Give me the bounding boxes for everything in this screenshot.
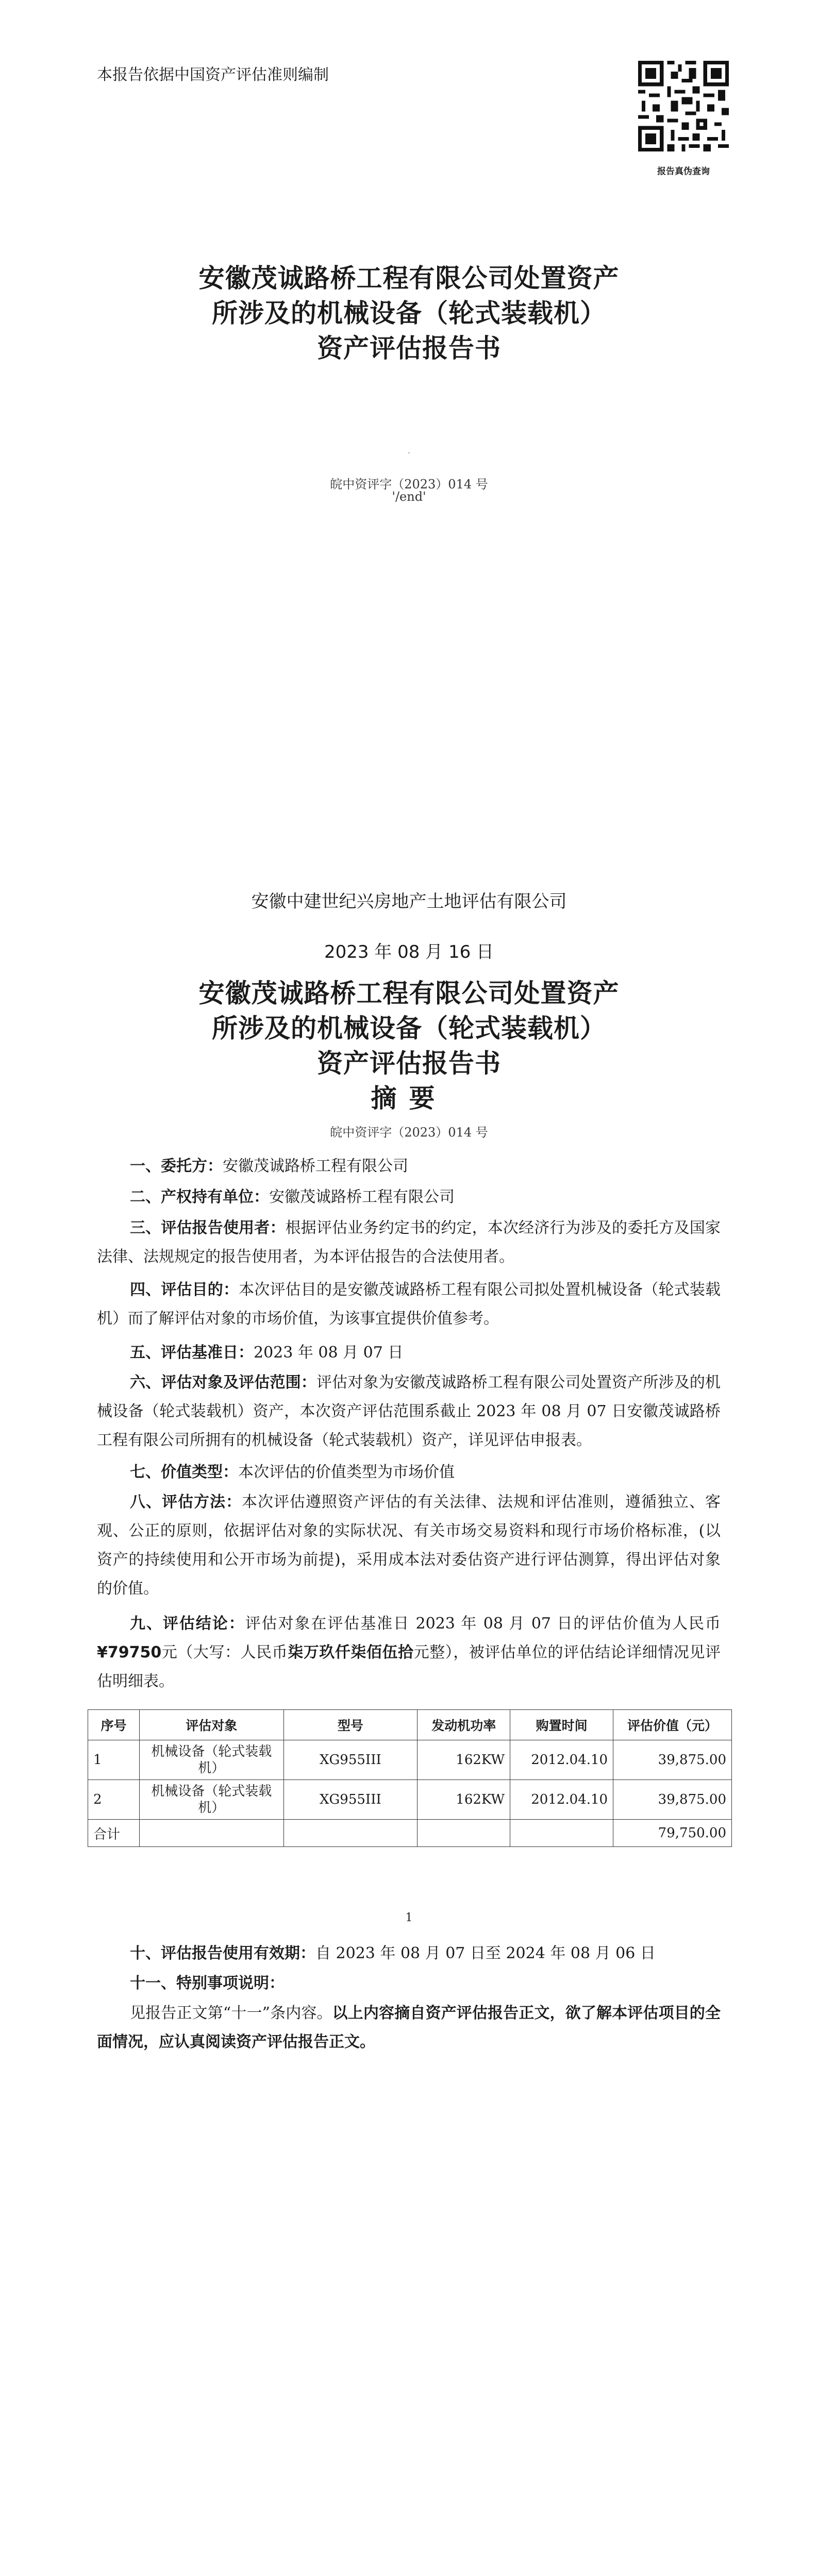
section-text: 根据评估业务约定书的约定，本次经济行为涉及的委托方及国家法律、法规规定的报告使用者，为本评估报告的合法使用者。: [97, 1219, 721, 1266]
section-owner: [97, 1183, 721, 1212]
empty-cell: [283, 1820, 418, 1847]
empty-cell: [418, 1820, 510, 1847]
section-label: 二、产权持有单位：: [130, 1188, 269, 1206]
column-header: 型号: [283, 1710, 418, 1740]
column-header: 评估价值（元）: [613, 1710, 732, 1740]
section-label: 九、评估结论：: [130, 1615, 245, 1633]
engine-power: 162KW: [418, 1780, 510, 1820]
row-number: 1: [88, 1740, 140, 1780]
cover-title-line-1: 安徽茂诚路桥工程有限公司处置资产: [198, 263, 620, 293]
section-label: 三、评估报告使用者：: [130, 1219, 286, 1237]
table-row: [88, 1780, 732, 1820]
section-validity: [97, 1939, 721, 1968]
table-header-row: [88, 1710, 732, 1740]
asset-model: XG955III: [283, 1740, 418, 1780]
section-label: 四、评估目的：: [130, 1281, 239, 1299]
section-text: 元整），被评估单位的评估结论详细情况见评估明细表。: [97, 1643, 721, 1690]
special-notes-body: [97, 1999, 721, 2057]
section-client: [97, 1152, 721, 1181]
section-label: 十、评估报告使用有效期：: [130, 1944, 315, 1962]
appraised-value: 39,875.00: [613, 1780, 732, 1820]
qr-code-icon[interactable]: [638, 61, 729, 151]
appraised-value-in-words: 柒万玖仟柒佰伍拾: [288, 1643, 414, 1662]
summary-title-line-3: 资产评估报告书: [317, 1048, 501, 1078]
cover-title-line-3: 资产评估报告书: [317, 333, 501, 363]
cover-document-number: 皖中资评字（2023）014 号: [330, 477, 488, 492]
compliance-note: 本报告依据中国资产评估准则编制: [97, 66, 329, 84]
section-text: 本次评估遵照资产评估的有关法律、法规和评估准则，遵循独立、客观、公正的原则，依据评估对象的实际状况、有关市场交易资料和现行市场价格标准，(以资产的持续使用和公开市场为前提)，采用成本法对委估资产进行评估测算，得出评估对象的价值。: [97, 1493, 721, 1598]
purchase-date: 2012.04.10: [510, 1740, 613, 1780]
engine-power: 162KW: [418, 1740, 510, 1780]
section-label: 八、评估方法：: [130, 1493, 242, 1511]
section-conclusion: [97, 1609, 721, 1696]
summary-document-number: 皖中资评字（2023）014 号: [330, 1125, 488, 1140]
cover-tick-mark: .: [408, 447, 410, 455]
column-header: 购置时间: [510, 1710, 613, 1740]
section-label: 十一、特别事项说明：: [130, 1974, 285, 1992]
column-header: 序号: [88, 1710, 140, 1740]
asset-name: 机械设备（轮式装载机）: [139, 1780, 283, 1820]
summary-title-abstract: 摘要: [371, 1083, 447, 1113]
summary-title-line-2: 所涉及的机械设备（轮式装载机）: [212, 1013, 606, 1043]
column-header: 评估对象: [139, 1710, 283, 1740]
column-header: 发动机功率: [418, 1710, 510, 1740]
total-label: 合计: [88, 1820, 140, 1847]
row-number: 2: [88, 1780, 140, 1820]
cover-title-line-2: 所涉及的机械设备（轮式装载机）: [212, 298, 606, 328]
page-number: 1: [405, 1911, 413, 1924]
appraised-value: ¥79750: [97, 1643, 162, 1662]
table-total-row: [88, 1820, 732, 1847]
section-label: 一、委托方：: [130, 1157, 223, 1175]
section-text: 评估对象为安徽茂诚路桥工程有限公司处置资产所涉及的机械设备（轮式装载机）资产，本次资产评估范围系截止 2023 年 08 月 07 日安徽茂诚路桥工程有限公司所拥有的机械设备（轮式装载机）资产，详见评估申报表。: [97, 1374, 721, 1449]
cover-end-mark: '/end': [392, 489, 426, 504]
section-scope: [97, 1368, 721, 1455]
section-text: 元（大写：人民币: [161, 1643, 288, 1662]
section-text: 评估对象在评估基准日 2023 年 08 月 07 日的评估价值为人民币: [245, 1615, 721, 1633]
section-text: 2023 年 08 月 07 日: [254, 1344, 404, 1362]
section-text: 本次评估的价值类型为市场价值: [238, 1463, 455, 1481]
section-text: 见报告正文第“十一”条内容。: [130, 2004, 332, 2022]
appraisal-table: [88, 1709, 732, 1847]
section-text: 安徽茂诚路桥工程有限公司: [269, 1188, 455, 1206]
section-method: [97, 1488, 721, 1603]
section-text: 自 2023 年 08 月 07 日至 2024 年 08 月 06 日: [315, 1944, 656, 1962]
appraisal-company: 安徽中建世纪兴房地产土地评估有限公司: [251, 891, 567, 912]
section-text: 安徽茂诚路桥工程有限公司: [223, 1157, 408, 1175]
table-row: [88, 1740, 732, 1780]
section-purpose: [97, 1276, 721, 1333]
qr-caption: 报告真伪查询: [657, 166, 710, 177]
section-label: 五、评估基准日：: [130, 1344, 254, 1362]
empty-cell: [510, 1820, 613, 1847]
section-base-date: [97, 1338, 721, 1367]
section-label: 六、评估对象及评估范围：: [130, 1374, 316, 1392]
empty-cell: [139, 1820, 283, 1847]
section-text: 本次评估目的是安徽茂诚路桥工程有限公司拟处置机械设备（轮式装载机）而了解评估对象的市场价值，为该事宜提供价值参考。: [97, 1281, 721, 1328]
summary-title-line-1: 安徽茂诚路桥工程有限公司处置资产: [198, 978, 620, 1008]
section-special-notes: [97, 1969, 721, 1998]
total-value: 79,750.00: [613, 1820, 732, 1847]
section-value-type: [97, 1458, 721, 1487]
section-label: 七、价值类型：: [130, 1463, 238, 1481]
purchase-date: 2012.04.10: [510, 1780, 613, 1820]
appraised-value: 39,875.00: [613, 1740, 732, 1780]
section-text-emphasis: 以上内容摘自资产评估报告正文，欲了解本评估项目的全面情况，应认真阅读资产评估报告正文。: [97, 2004, 721, 2051]
asset-name: 机械设备（轮式装载机）: [139, 1740, 283, 1780]
report-date: 2023 年 08 月 16 日: [324, 942, 494, 962]
section-report-users: [97, 1214, 721, 1272]
asset-model: XG955III: [283, 1780, 418, 1820]
